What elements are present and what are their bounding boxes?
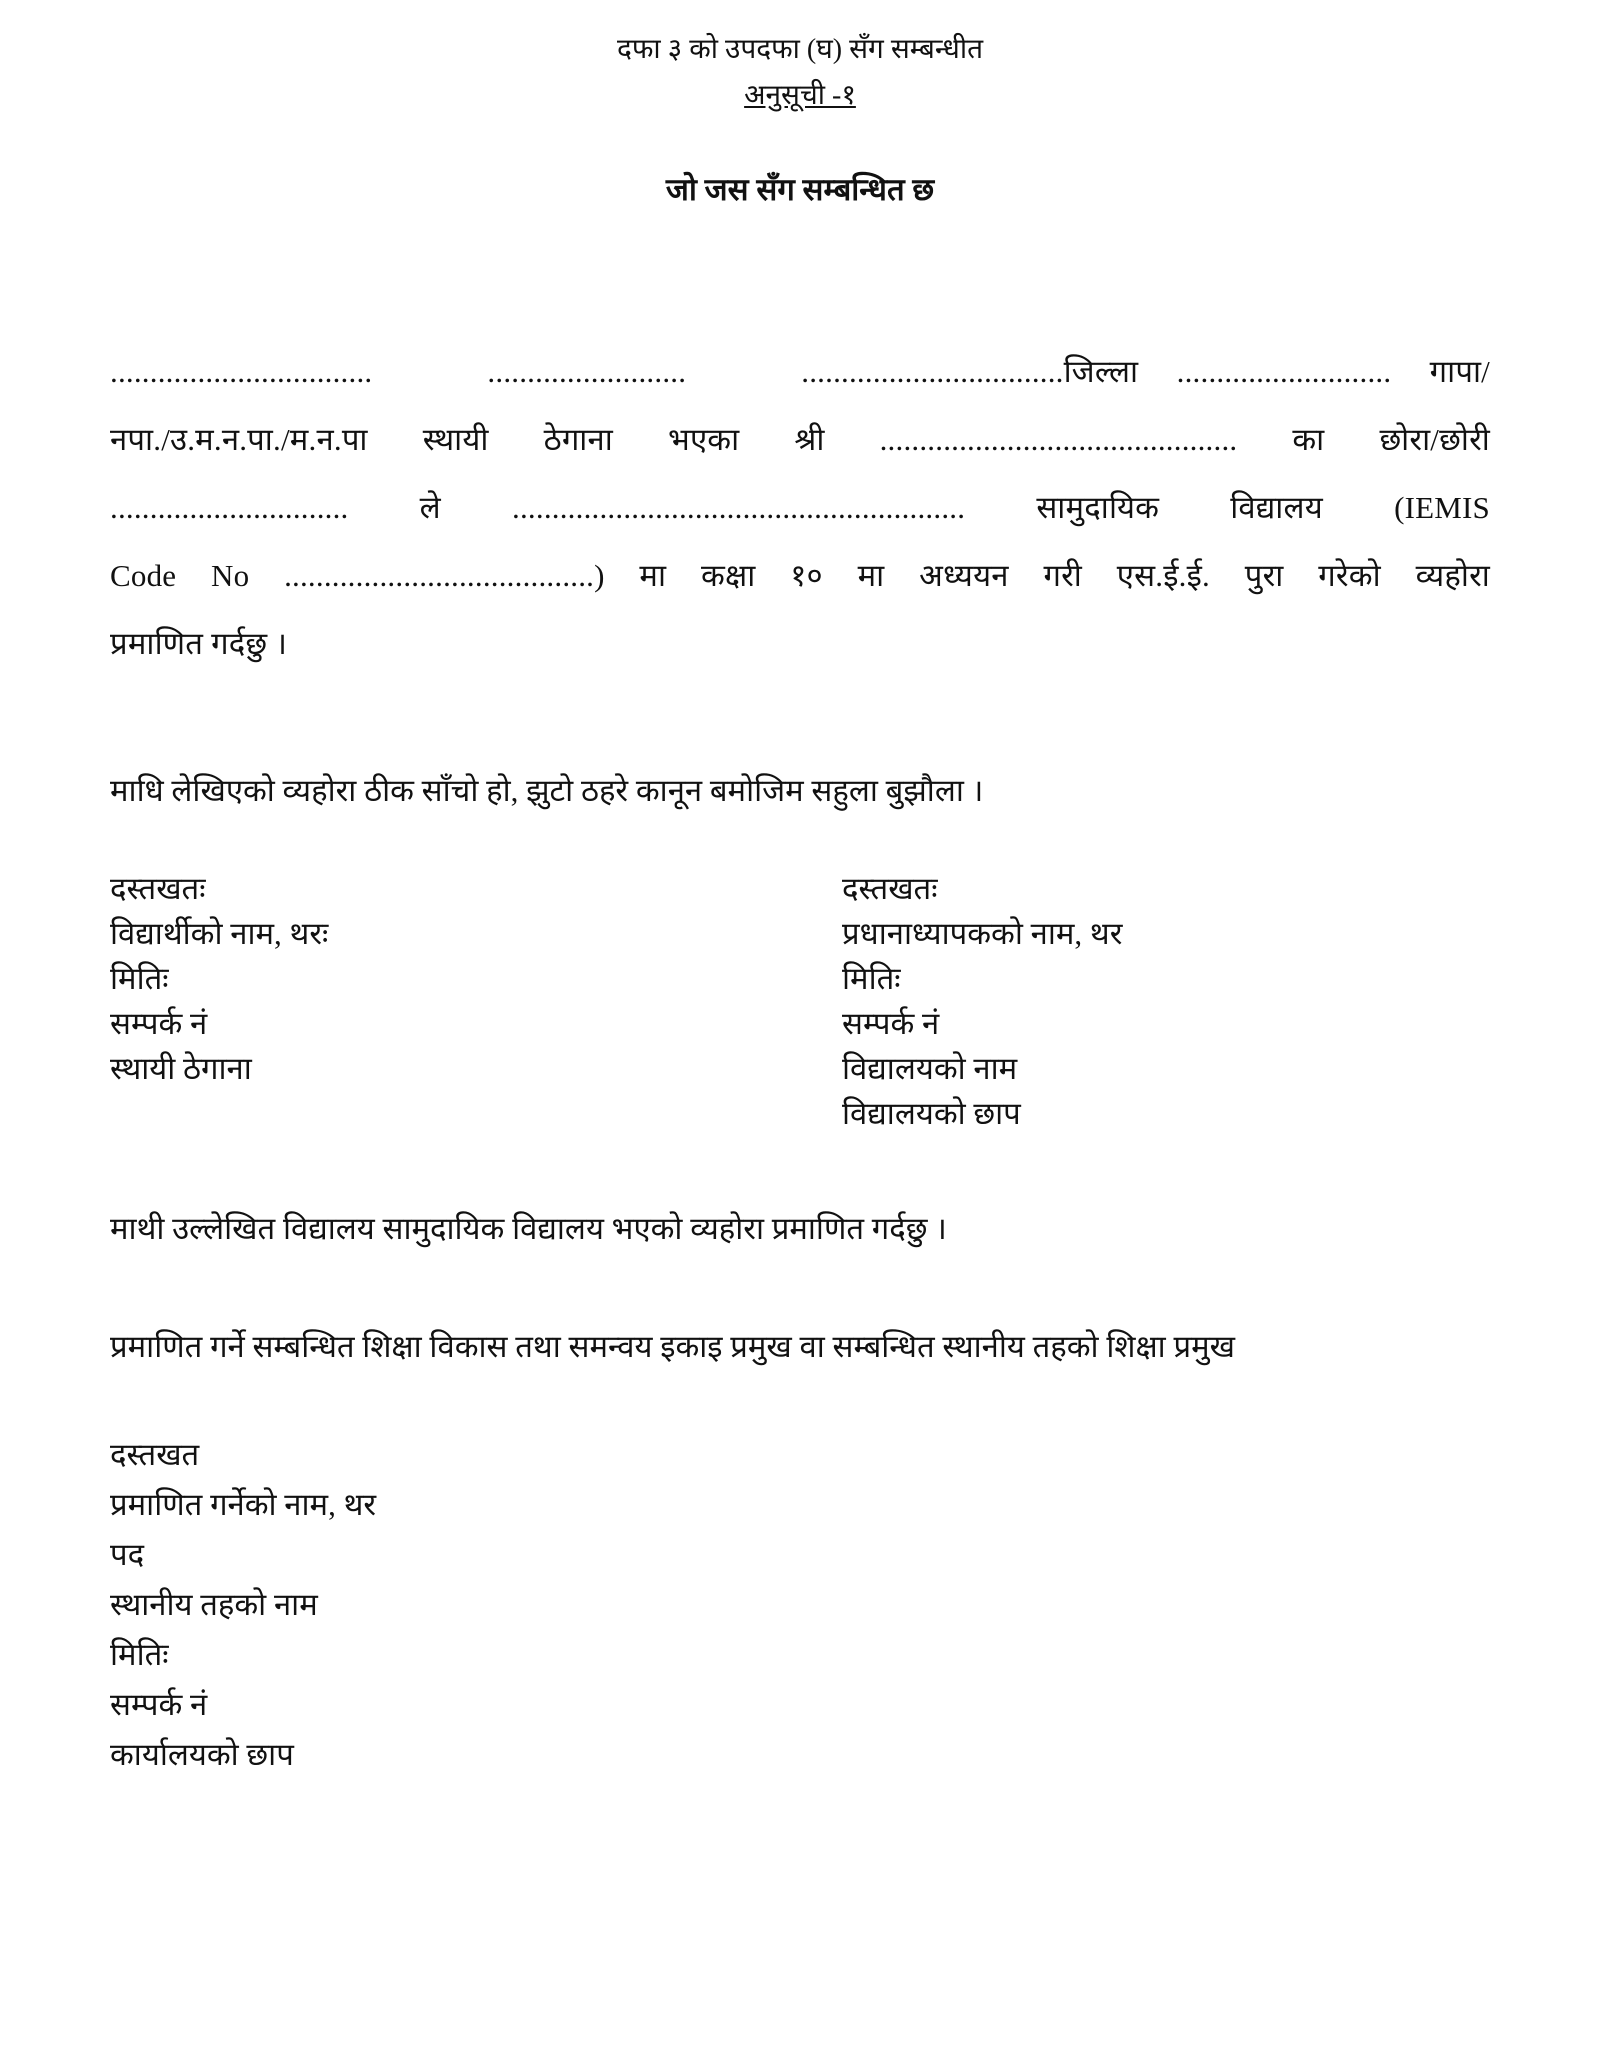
office-stamp-label: कार्यालयको छाप: [110, 1737, 294, 1772]
certifier-note-paragraph: प्रमाणित गर्ने सम्बन्धित शिक्षा विकास तथा समन्वय इकाइ प्रमुख वा सम्बन्धित स्थानीय तहको शिक्षा प्रमुख: [110, 1329, 1235, 1364]
certifier-signature-block: [110, 1430, 1490, 1780]
certifier-signature-label: दस्तखत: [110, 1437, 200, 1472]
subject-title: जो जस सँग सम्बन्धित छ: [665, 172, 935, 207]
student-date-label: मितिः: [110, 961, 169, 996]
school-stamp-label: विद्यालयको छाप: [842, 1096, 1021, 1131]
certifier-date-label: मितिः: [110, 1637, 169, 1672]
declaration-line: नपा./उ.म.न.पा./म.न.पा स्थायी ठेगाना भएका श्री ............................................. का छोरा/छोरी: [110, 422, 1490, 457]
signature-columns: [110, 866, 1490, 1136]
student-address-label: स्थायी ठेगाना: [110, 1051, 252, 1086]
certifier-contact-label: सम्पर्क नं: [110, 1687, 208, 1722]
school-name-label: विद्यालयको नाम: [842, 1051, 1018, 1086]
document-header: [110, 30, 1490, 210]
declaration-paragraph: [110, 338, 1490, 678]
schedule-title-wrap: [110, 70, 1490, 116]
declaration-line: .............................. ले ......................................................... सामुदायिक विद्यालय (IEMIS: [110, 490, 1490, 525]
headteacher-date-label: मितिः: [842, 961, 901, 996]
certifier-name-label: प्रमाणित गर्नेको नाम, थर: [110, 1487, 377, 1522]
student-signature-block: [110, 866, 800, 1136]
declaration-line: ................................. ......................... .................................जिल्ला ........................... गापा/: [110, 354, 1490, 389]
headteacher-name-label: प्रधानाध्यापकको नाम, थर: [842, 916, 1123, 951]
student-contact-label: सम्पर्क नं: [110, 1006, 208, 1041]
headteacher-signature-block: [800, 866, 1490, 1136]
certifier-position-label: पद: [110, 1537, 145, 1572]
schedule-title: अनुसूची -१: [744, 80, 856, 111]
declaration-line: प्रमाणित गर्दछु ।: [110, 626, 288, 661]
headteacher-contact-label: सम्पर्क नं: [842, 1006, 940, 1041]
student-signature-label: दस्तखतः: [110, 871, 206, 906]
clause-reference-line: दफा ३ को उपदफा (घ) सँग सम्बन्धीत: [616, 34, 984, 65]
school-certification-paragraph: माथी उल्लेखित विद्यालय सामुदायिक विद्यालय भएको व्यहोरा प्रमाणित गर्दछु ।: [110, 1211, 947, 1246]
declaration-line: Code No .......................................) मा कक्षा १० मा अध्ययन गरी एस.ई.ई. पुरा गरेको व्यहोरा: [110, 558, 1490, 593]
local-level-name-label: स्थानीय तहको नाम: [110, 1587, 318, 1622]
affirmation-paragraph: माधि लेखिएको व्यहोरा ठीक साँचो हो, झुटो ठहरे कानून बमोजिम सहुला बुझौला ।: [110, 773, 984, 808]
headteacher-signature-label: दस्तखतः: [842, 871, 938, 906]
student-name-label: विद्यार्थीको नाम, थरः: [110, 916, 329, 951]
